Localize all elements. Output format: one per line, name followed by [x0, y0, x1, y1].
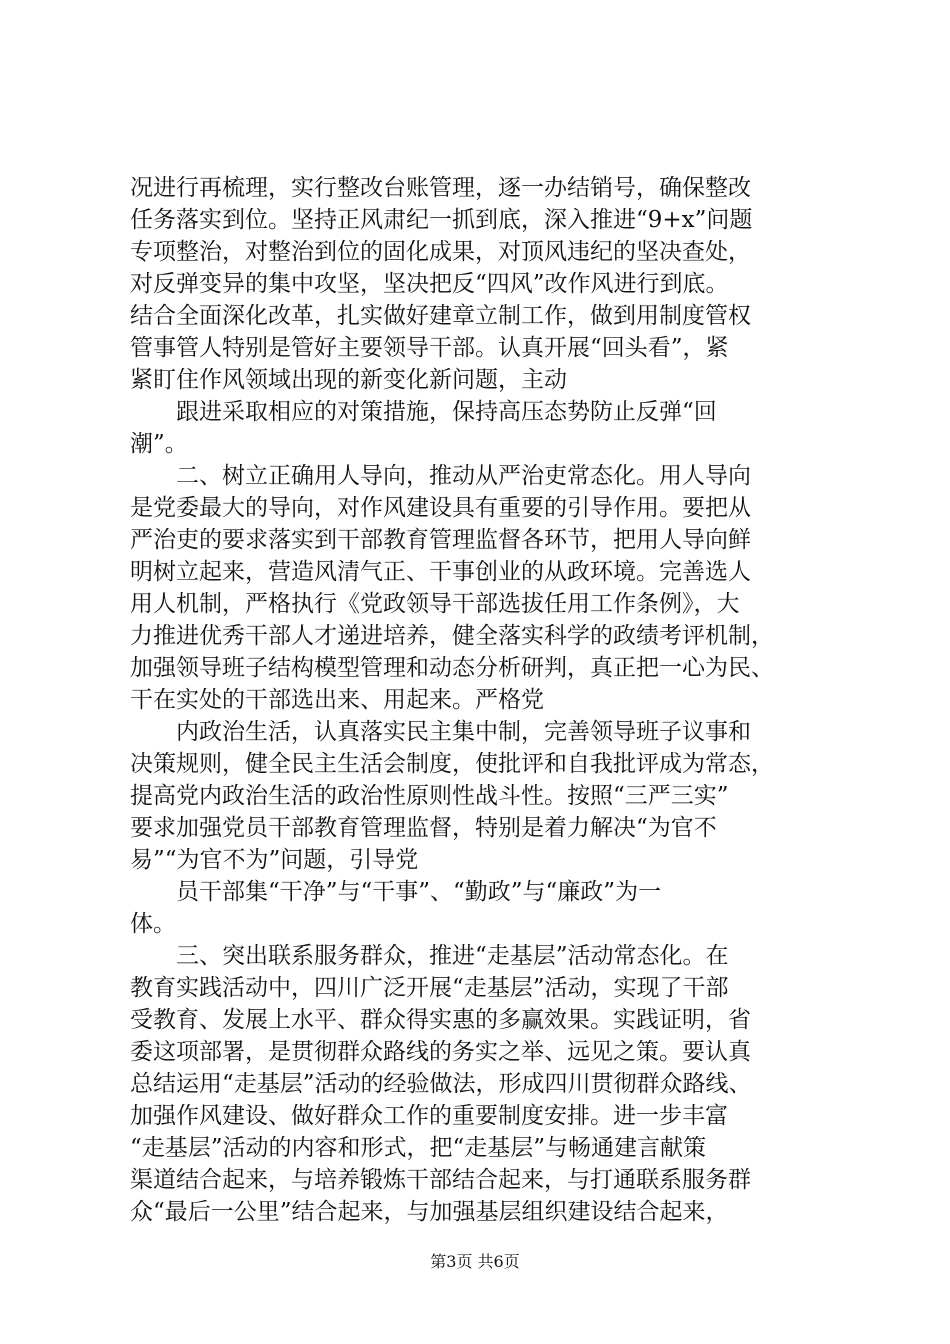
text-line: 对反弹变异的集中攻坚，坚决把反“四风”改作风进行到底。 — [130, 271, 729, 297]
text-line: 跟进采取相应的对策措施，保持高压态势防止反弹“回 — [176, 399, 717, 425]
document-body — [130, 172, 830, 1228]
text-line: 结合全面深化改革，扎实做好建章立制工作，做到用制度管权 — [130, 303, 751, 329]
text-line: 加强领导班子结构模型管理和动态分析研判，真正把一心为民、 — [130, 655, 774, 681]
text-line: 三、突出联系服务群众，推进“走基层”活动常态化。在 — [176, 943, 729, 969]
text-line: 任务落实到位。坚持正风肃纪一抓到底，深入推进“9+x”问题 — [130, 207, 753, 233]
text-line: 教育实践活动中，四川广泛开展“走基层”活动，实现了干部 — [130, 975, 729, 1001]
text-line: 严治吏的要求落实到干部教育管理监督各环节，把用人导向鲜 — [130, 527, 751, 553]
text-line: 内政治生活，认真落实民主集中制，完善领导班子议事和 — [176, 719, 751, 745]
text-line: 明树立起来，营造风清气正、干事创业的从政环境。完善选人 — [130, 559, 751, 585]
text-line: 潮”。 — [130, 431, 188, 457]
text-line: 渠道结合起来，与培养锻炼干部结合起来，与打通联系服务群 — [130, 1167, 751, 1193]
text-line: 专项整治，对整治到位的固化成果，对顶风违纪的坚决查处， — [130, 239, 751, 265]
text-line: 用人机制，严格执行《党政领导干部选拔任用工作条例》，大 — [130, 591, 740, 617]
text-line: 加强作风建设、做好群众工作的重要制度安排。进一步丰富 — [130, 1103, 728, 1129]
text-line: 干在实处的干部选出来、用起来。严格党 — [130, 687, 544, 713]
text-line: 提高党内政治生活的政治性原则性战斗性。按照“三严三实” — [130, 783, 729, 809]
text-line: 受教育、发展上水平、群众得实惠的多赢效果。实践证明，省 — [130, 1007, 751, 1033]
text-line: 委这项部署，是贯彻群众路线的务实之举、远见之策。要认真 — [130, 1039, 751, 1065]
text-line: 要求加强党员干部教育管理监督，特别是着力解决“为官不 — [130, 815, 717, 841]
text-line: 二、树立正确用人导向，推动从严治吏常态化。用人导向 — [176, 463, 751, 489]
text-line: 是党委最大的导向，对作风建设具有重要的引导作用。要把从 — [130, 495, 751, 521]
text-line: 管事管人特别是管好主要领导干部。认真开展“回头看”，紧 — [130, 335, 729, 361]
page-footer: 第3页 共6页 — [430, 1252, 520, 1271]
text-line: 紧盯住作风领域出现的新变化新问题，主动 — [130, 367, 567, 393]
text-line: 决策规则，健全民主生活会制度，使批评和自我批评成为常态， — [130, 751, 774, 777]
text-line: 众“最后一公里”结合起来，与加强基层组织建设结合起来， — [130, 1199, 729, 1225]
text-line: 况进行再梳理，实行整改台账管理，逐一办结销号，确保整改 — [130, 175, 751, 201]
text-line: 总结运用“走基层”活动的经验做法，形成四川贯彻群众路线、 — [130, 1071, 752, 1097]
text-line: 员干部集“干净”与“干事”、“勤政”与“廉政”为一 — [176, 879, 662, 905]
text-line: 力推进优秀干部人才递进培养，健全落实科学的政绩考评机制， — [130, 623, 774, 649]
text-line: 易”“为官不为”问题，引导党 — [130, 847, 419, 873]
text-line: 体。 — [130, 911, 176, 937]
text-line: “走基层”活动的内容和形式，把“走基层”与畅通建言献策 — [130, 1135, 707, 1161]
